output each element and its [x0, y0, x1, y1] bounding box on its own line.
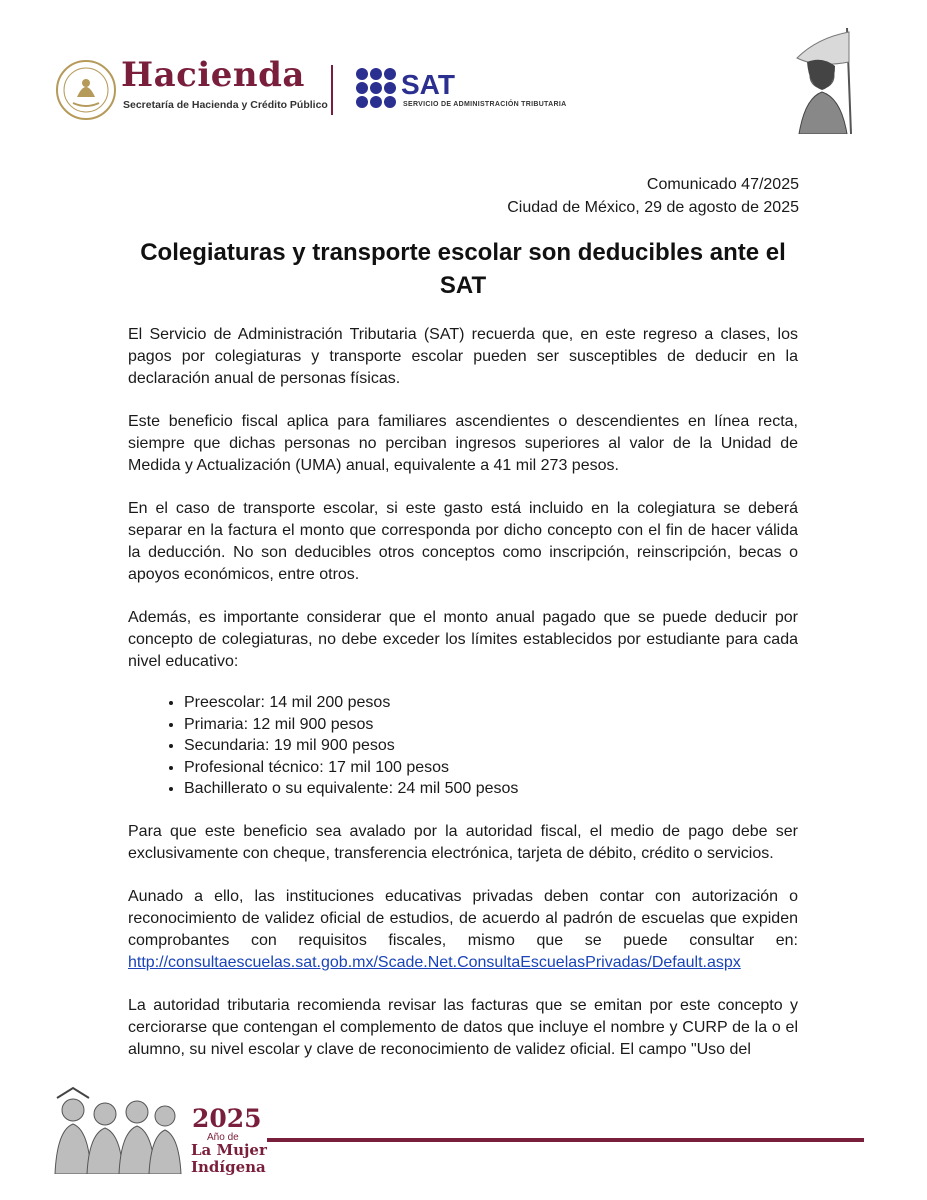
list-item: • Bachillerato o su equivalente: 24 mil 500 pesos: [184, 778, 798, 800]
release-meta: [507, 173, 799, 219]
indigenous-women-illustration-icon: [45, 1086, 185, 1174]
sat-logo-title: SAT: [401, 69, 455, 100]
heroine-flag-illustration-icon: [777, 28, 877, 134]
list-item: • Secundaria: 19 mil 900 pesos: [184, 735, 798, 757]
hacienda-logo-title: Hacienda: [121, 55, 305, 95]
paragraph: Este beneficio fiscal aplica para familiares ascendientes o descendientes en línea recta, siempre que dichas personas no perciban ingresos superiores al valor de la Unidad de Medida y Actualización (UMA) anual, equivalente a 41 mil 273 pesos.: [128, 413, 798, 474]
footer-year-name-line: Indígena: [191, 1158, 266, 1176]
schools-registry-link[interactable]: http://consultaescuelas.sat.gob.mx/Scade.Net.ConsultaEscuelasPrivadas/Default.aspx: [128, 953, 741, 971]
letterhead: [55, 55, 875, 125]
footer-year-name-line: La Mujer: [191, 1141, 267, 1159]
paragraph: Además, es importante considerar que el monto anual pagado que se puede deducir por concepto de colegiaturas, no debe exceder los límites establecidos por estudiante para cada nivel educativo:: [128, 609, 798, 670]
paragraph-invoice: La autoridad tributaria recomienda revisar las facturas que se emitan por este concepto y cerciorarse que contengan el complemento de datos que incluye el nombre y CURP de la o el alumno, su nivel escolar y clave de reconocimiento de validez oficial. El campo "Uso del: [128, 996, 798, 1058]
sat-dots-icon: [355, 67, 397, 109]
list-item: • Primaria: 12 mil 900 pesos: [184, 714, 798, 736]
release-body: [128, 324, 798, 1082]
logo-divider: [331, 65, 333, 115]
deduction-limits-list: [128, 692, 798, 800]
paragraph-payment: Para que este beneficio sea avalado por la autoridad fiscal, el medio de pago debe ser exclusivamente con cheque, transferencia electrónica, tarjeta de débito, crédito o servicios.: [128, 822, 798, 862]
paragraph-schools: [128, 886, 798, 974]
footer-year-name: [191, 1142, 267, 1176]
paragraph: En el caso de transporte escolar, si este gasto está incluido en la colegiatura se deberá separar en la factura el monto que corresponda por dicho concepto con el fin de hacer válida la deducción. No son deducibles otros conceptos como inscripción, reinscripción, becas o apoyos económicos, entre otros.: [128, 500, 798, 583]
hacienda-logo-subtitle: Secretaría de Hacienda y Crédito Público: [123, 99, 328, 111]
release-place-date: Ciudad de México, 29 de agosto de 2025: [507, 199, 799, 216]
release-number: Comunicado 47/2025: [646, 176, 799, 193]
paragraph-schools-text: Aunado a ello, las instituciones educativas privadas deben contar con autorización o reconocimiento de validez oficial de estudios, de acuerdo al padrón de escuelas que expiden comprobantes con requisitos fiscales, mismo que se puede consultar en:: [128, 887, 798, 949]
footer-year-of: Año de: [207, 1132, 239, 1143]
sat-logo-subtitle: SERVICIO DE ADMINISTRACIÓN TRIBUTARIA: [403, 101, 567, 108]
footer: [45, 1086, 875, 1176]
list-item: • Preescolar: 14 mil 200 pesos: [184, 692, 798, 714]
footer-rule: [267, 1138, 864, 1142]
footer-year: 2025: [192, 1104, 262, 1133]
national-seal-icon: [55, 59, 117, 121]
page-title: Colegiaturas y transporte escolar son deducibles ante el SAT: [140, 239, 786, 299]
list-item: • Profesional técnico: 17 mil 100 pesos: [184, 757, 798, 779]
paragraph: El Servicio de Administración Tributaria (SAT) recuerda que, en este regreso a clases, los pagos por colegiaturas y transporte escolar pueden ser susceptibles de deducir en la declaración anual de personas físicas.: [128, 326, 798, 387]
